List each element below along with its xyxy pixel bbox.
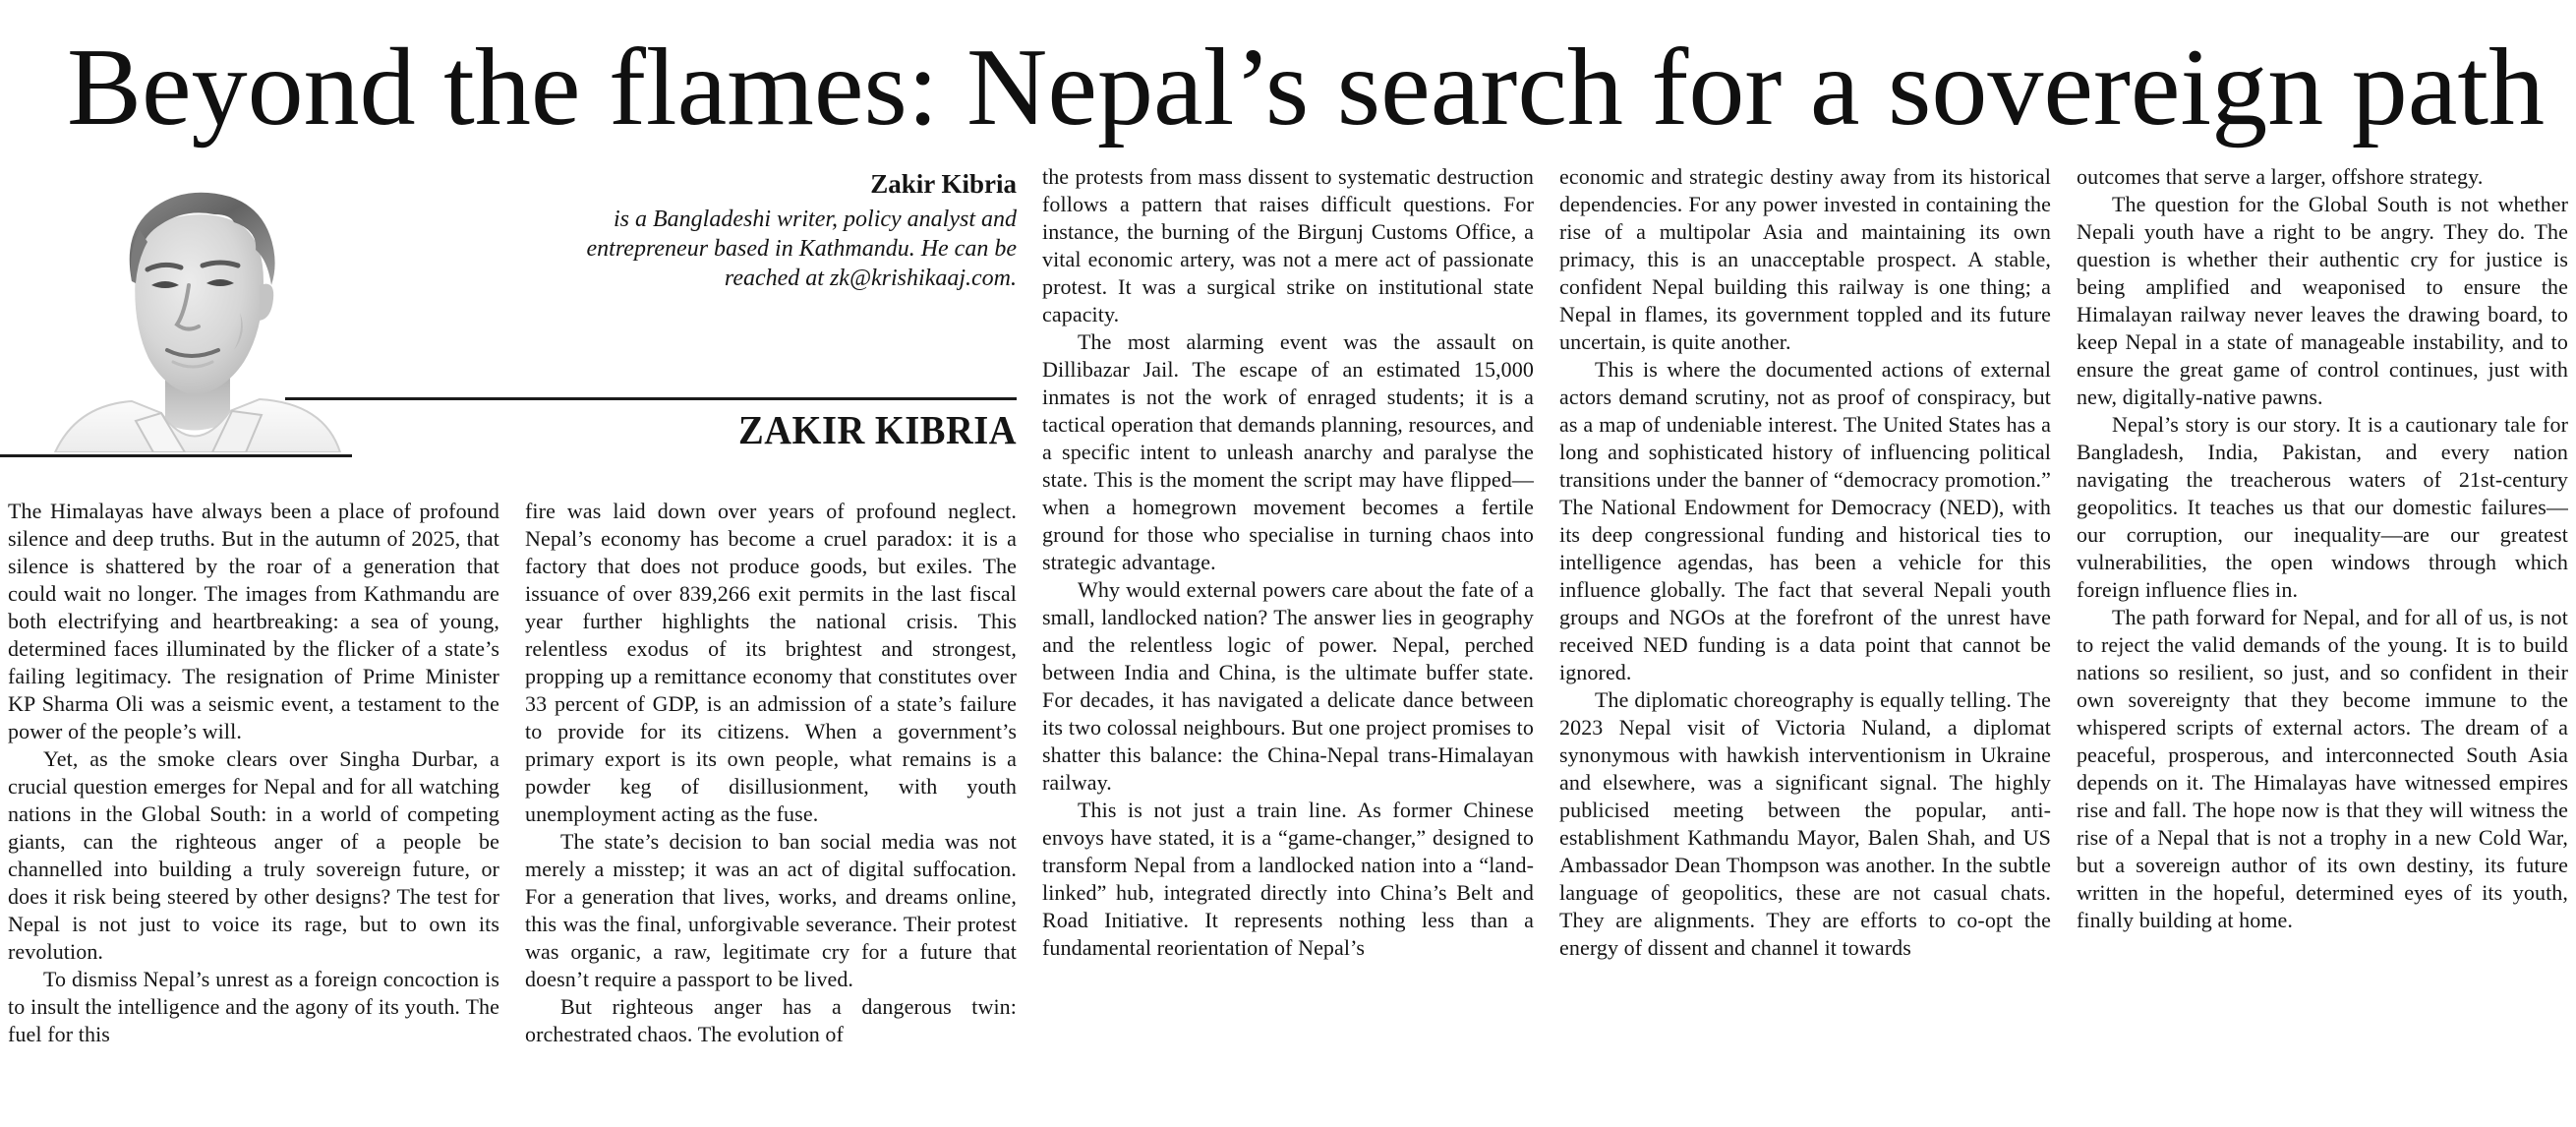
author-photo: [37, 165, 350, 452]
body-paragraph: Yet, as the smoke clears over Singha Durbar, a crucial question emerges for Nepal and for all watching nations in the Global South: in a world of competing giants, can the righteous anger of a people be channelled into building a truly sovereign future, or does it risk being steered by other designs? The test for Nepal is not just to voice its rage, but to own its revolution.: [8, 746, 499, 964]
left-section: [8, 163, 1017, 1048]
article-column-5: [2077, 163, 2568, 1048]
author-name: Zakir Kibria: [870, 169, 1017, 199]
body-paragraph: But righteous anger has a dangerous twin: orchestrated chaos. The evolution of: [525, 994, 1017, 1046]
body-paragraph: economic and strategic destiny away from its historical dependencies. For any power invested in containing the rise of a multipolar Asia and maintaining its own primacy, this is an unacceptable prospect. A stable, confident Nepal building this railway is one thing; a Nepal in flames, its government toppled and its future uncertain, is quite another.: [1559, 164, 2051, 354]
body-paragraph: The question for the Global South is not whether Nepali youth have a right to be angry. They do. The question is whether their authentic cry for justice is being amplified and weaponised to ensure the Himalayan railway never leaves the drawing board, to keep Nepal in a state of manageable instability, and to ensure the great game of control continues, just with new, digitally-native pawns.: [2077, 192, 2568, 409]
article-title: Beyond the flames: Nepal’s search for a sovereign path: [67, 27, 2545, 148]
bio-line: is a Bangladeshi writer, policy analyst and: [614, 207, 1017, 232]
byline-block: [8, 163, 1017, 498]
byline-rule: [285, 397, 1017, 400]
author-bio: [587, 205, 1017, 293]
bio-line: entrepreneur based in Kathmandu. He can be: [586, 236, 1017, 262]
body-paragraph: To dismiss Nepal’s unrest as a foreign concoction is to insult the intelligence and the agony of its youth. The fuel for this: [8, 967, 499, 1046]
article-column-2: [525, 498, 1017, 1048]
body-paragraph: fire was laid down over years of profound neglect. Nepal’s economy has become a cruel paradox: it is a factory that does not produce goods, but exiles. The issuance of over 839,266 exit permits in the last fiscal year further highlights the national crisis. This relentless exodus of its brightest and strongest, propping up a remittance economy that constitutes over 33 percent of GDP, is an admission of a state’s failure to provide for its citizens. When a government’s primary export is its own people, what remains is a powder keg of disillusionment, with youth unemployment acting as the fuse.: [525, 499, 1017, 826]
portrait-ear: [260, 284, 273, 321]
body-paragraph: The state’s decision to ban social media was not merely a misstep; it was an act of digital suffocation. For a generation that lives, works, and dreams online, this was the final, unforgivable severance. Their protest was organic, a raw, legitimate cry for a future that doesn’t require a passport to be lived.: [525, 829, 1017, 991]
columns-1-2: [8, 498, 1017, 1048]
article-column-3: [1042, 163, 1534, 1048]
body-paragraph: Why would external powers care about the fate of a small, landlocked nation? The answer lies in geography and the relentless logic of power. Nepal, perched between India and China, is the ultimate buffer state. For decades, it has navigated a delicate dance between its two colossal neighbours. But one project promises to shatter this balance: the China-Nepal trans-Himalayan railway.: [1042, 577, 1534, 795]
portrait-face: [135, 214, 263, 395]
body-paragraph: This is where the documented actions of external actors demand scrutiny, not as proof of conspiracy, but as a map of undeniable interest. The United States has a long and sophisticated history of influencing political transitions under the banner of “democracy promotion.” The National Endowment for Democracy (NED), with its deep congressional funding and historical ties to intelligence agendas, has been a vehicle for this influence globally. The fact that several Nepali youth groups and NGOs at the forefront of the unrest have received NED funding is a data point that cannot be ignored.: [1559, 357, 2051, 684]
article-column-4: [1559, 163, 2051, 1048]
body-paragraph: The most alarming event was the assault on Dillibazar Jail. The escape of an estimated 15,000 inmates is not the work of enraged students; it is a tactical operation that demands planning, resources, and a specific intent to unleash anarchy and paralyse the state. This is the moment the script may have flipped—when a homegrown movement becomes a fertile ground for those who specialise in turning chaos into strategic advantage.: [1042, 329, 1534, 574]
body-paragraph: The path forward for Nepal, and for all of us, is not to reject the valid demands of the young. It is to build nations so resilient, so just, and so confident in their own sovereignty that they become immune to the whispered scripts of external actors. The dream of a peaceful, prosperous, and interconnected South Asia depends on it. The Himalayas have witnessed empires rise and fall. The hope now is that they will witness the rise of a Nepal that is not a trophy in a new Cold War, but a sovereign author of its own destiny, its future written in the hopeful, determined eyes of its youth, finally building at home.: [2077, 605, 2568, 932]
article-headline: [8, 8, 2568, 157]
body-paragraph: outcomes that serve a larger, offshore strategy.: [2077, 164, 2484, 189]
bio-line: reached at zk@krishikaaj.com.: [724, 266, 1017, 291]
body-paragraph: This is not just a train line. As former Chinese envoys have stated, it is a “game-changer,” designed to transform Nepal from a landlocked nation into a “land-linked” hub, integrated directly into China’s Belt and Road Initiative. It represents nothing less than a fundamental reorientation of Nepal’s: [1042, 798, 1534, 960]
body-paragraph: The Himalayas have always been a place of profound silence and deep truths. But in the autumn of 2025, that silence is shattered by the roar of a generation that could wait no longer. The images from Kathmandu are both electrifying and heartbreaking: a sea of young, determined faces illuminated by the flicker of a state’s failing legitimacy. The resignation of Prime Minister KP Sharma Oli was a seismic event, a testament to the power of the people’s will.: [8, 499, 499, 743]
body-paragraph: the protests from mass dissent to systematic destruction follows a pattern that raises difficult questions. For instance, the burning of the Birgunj Customs Office, a vital economic artery, was not a mere act of passionate protest. It was a surgical strike on institutional state capacity.: [1042, 164, 1534, 326]
author-byline-caps: ZAKIR KIBRIA: [738, 407, 1017, 452]
article-body: [8, 163, 2568, 1048]
article-column-1: [8, 498, 499, 1048]
body-paragraph: Nepal’s story is our story. It is a cautionary tale for Bangladesh, India, Pakistan, and every nation navigating the treacherous waters of 21st-century geopolitics. It teaches us that our domestic failures—our corruption, our inequality—are our greatest vulnerabilities, the open windows through which foreign influence flies in.: [2077, 412, 2568, 602]
body-paragraph: The diplomatic choreography is equally telling. The 2023 Nepal visit of Victoria Nuland, a diplomat synonymous with hawkish interventionism in Ukraine and elsewhere, was a significant signal. The highly publicised meeting between the popular, anti-establishment Kathmandu Mayor, Balen Shah, and US Ambassador Dean Thompson was another. In the subtle language of geopolitics, these are not casual chats. They are alignments. They are efforts to co-opt the energy of dissent and channel it towards: [1559, 687, 2051, 960]
photo-rule: [0, 454, 352, 457]
